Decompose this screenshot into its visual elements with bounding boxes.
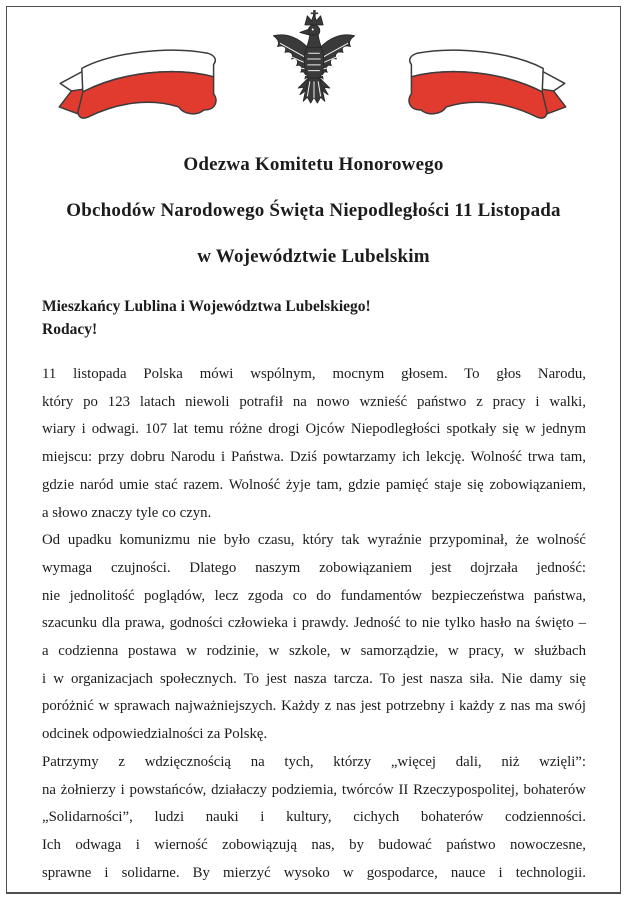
- body-text-line: Od upadku komunizmu nie było czasu, który tak wyraźnie przypominał, że wolność: [42, 532, 586, 549]
- body-text-line: a codzienna postawa w rodzinie, w szkole, w samorządzie, w pracy, w służbach: [42, 643, 586, 660]
- document-title: [20, 142, 607, 280]
- body-text-line: który po 123 latach niewoli potrafił na nowo wznieść państwo z pracy i walki,: [42, 393, 586, 410]
- body-text-line: Patrzymy z wdzięcznością na tych, którzy „więcej dali, niż wzięli”:: [42, 753, 586, 770]
- body-text-line: sprawne i solidarne. By mierzyć wysoko w gospodarce, nauce i technologii.: [42, 864, 586, 881]
- document-body: [42, 361, 586, 887]
- body-text-line: odcinek odpowiedzialności za Polskę.: [42, 726, 268, 743]
- title-line: Obchodów Narodowego Święta Niepodległości 11 Listopada: [66, 200, 561, 221]
- body-text-line: Ich odwaga i wierność zobowiązują nas, by budować państwo nowoczesne,: [42, 836, 586, 853]
- polish-flag-ribbon-left-icon: [53, 42, 233, 122]
- polish-flag-ribbon-right-icon: [392, 42, 572, 122]
- body-text-line: nie jednolitość poglądów, lecz zgoda co do fundamentów bezpieczeństwa państwa,: [42, 587, 586, 604]
- body-paragraph: [42, 527, 586, 749]
- body-text-line: gdzie naród umie stać razem. Wolność żyje tam, gdzie pamięć staje się zobowiązaniem,: [42, 476, 586, 493]
- body-text-line: szacunku dla prawa, godności człowieka i prawdy. Jedność to nie tylko hasło na święto –: [42, 615, 586, 632]
- polish-eagle-crowned-icon: [268, 10, 360, 118]
- salutation: [42, 296, 587, 341]
- body-paragraph: [42, 749, 586, 888]
- body-text-line: na żołnierzy i powstańców, działaczy podziemia, twórców II Rzeczypospolitej, bohaterów: [42, 781, 586, 798]
- body-text-line: a słowo znaczy tyle co czyn.: [42, 504, 212, 521]
- title-line: w Województwie Lubelskim: [197, 246, 430, 267]
- body-text-line: poróżnić w sprawach najważniejszych. Każdy z nas jest potrzebny i każdy z nas ma swój: [42, 698, 586, 715]
- title-line: Odezwa Komitetu Honorowego: [183, 154, 444, 175]
- body-text-line: „Solidarności”, ludzi nauki i kultury, cichych bohaterów codzienności.: [42, 809, 586, 826]
- salutation-line: Rodacy!: [42, 320, 98, 338]
- body-paragraph: [42, 361, 586, 527]
- body-text-line: 11 listopada Polska mówi wspólnym, mocnym głosem. To głos Narodu,: [42, 366, 586, 382]
- salutation-line: Mieszkańcy Lublina i Województwa Lubelskiego!: [42, 298, 371, 315]
- body-text-line: wymaga czujności. Dlatego naszym zobowiązaniem jest dojrzała jedność:: [42, 559, 586, 576]
- body-text-line: i w organizacjach społecznych. To jest nasza tarcza. To jest nasza siła. Nie damy się: [42, 670, 586, 687]
- body-text-line: wiary i odwagi. 107 lat temu różne drogi Ojców Niepodległości spotkały się w jednym: [42, 421, 586, 438]
- body-text-line: miejscu: przy dobru Narodu i Państwa. Dziś powtarzamy ich lekcję. Wolność trwa tam,: [42, 449, 586, 466]
